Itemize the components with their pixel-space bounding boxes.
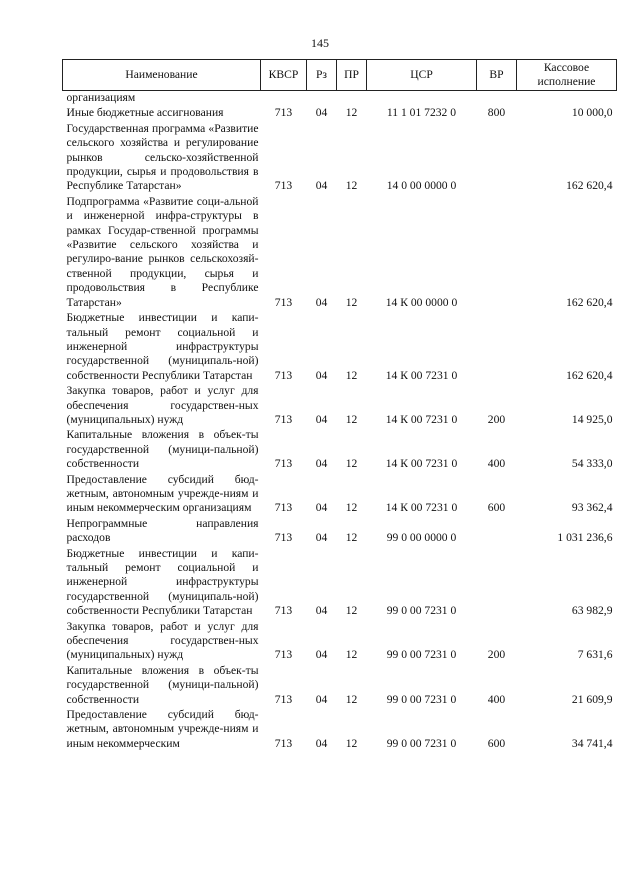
budget-table [62,59,617,752]
cell-name: Бюджетные инвестиции и капи-тальный ремонт социальной и инженерной инфраструктуры государственной (муниципаль-ной) собственности Республики Татарстан [66,546,259,618]
cell-name: Государственная программа «Развитие сельского хозяйства и регулирование рынков сельско-хозяйственной продукции, сырья и продовольствия в Республике Татарстан» [66,121,259,193]
cell-pr: 12 [345,531,358,545]
header-vr: ВР [477,60,517,91]
table-row [63,195,617,311]
cell-rz [307,91,337,107]
header-kvsr: КВСР [261,60,307,91]
cell-pr: 12 [345,457,358,471]
cell-kvsr: 713 [274,106,293,120]
cell-rz: 04 [315,736,328,750]
cell-amount: 63 982,9 [571,604,613,618]
cell-kvsr: 713 [274,692,293,706]
cell-rz: 04 [315,368,328,382]
table-row [63,517,617,547]
cell-amount: 10 000,0 [571,106,613,120]
cell-rz: 04 [315,179,328,193]
cell-amount: 1 031 236,6 [557,531,613,545]
cell-amount: 21 609,9 [571,692,613,706]
table-row [63,547,617,620]
cell-vr [477,311,517,384]
table-row [63,473,617,517]
cell-kvsr: 713 [274,501,293,515]
cell-name: организациям [66,91,136,104]
table-row [63,106,617,121]
header-amount: Кассовое исполнение [517,60,617,91]
cell-rz: 04 [315,648,328,662]
cell-pr: 12 [345,106,358,120]
table-row [63,122,617,195]
cell-csr: 99 0 00 0000 0 [386,531,457,545]
cell-csr [367,91,477,107]
cell-kvsr: 713 [274,531,293,545]
cell-amount: 34 741,4 [571,736,613,750]
cell-amount: 162 620,4 [566,368,613,382]
table-row [63,384,617,428]
cell-kvsr: 713 [274,604,293,618]
cell-name: Закупка товаров, работ и услуг для обеспечения государствен-ных (муниципальных) нужд [66,619,259,662]
cell-amount: 93 362,4 [571,501,613,515]
cell-csr: 99 0 00 7231 0 [386,648,457,662]
cell-csr: 14 К 00 7231 0 [385,412,458,426]
cell-vr [477,517,517,547]
cell-kvsr: 713 [274,412,293,426]
cell-pr: 12 [345,368,358,382]
table-row [63,664,617,708]
table-row [63,311,617,384]
header-csr: ЦСР [367,60,477,91]
cell-csr: 14 К 00 0000 0 [385,295,458,309]
cell-vr: 600 [487,736,506,750]
cell-csr: 14 0 00 0000 0 [386,179,457,193]
cell-rz: 04 [315,295,328,309]
cell-amount: 7 631,6 [577,648,613,662]
cell-pr: 12 [345,604,358,618]
cell-vr [477,91,517,107]
cell-pr: 12 [345,648,358,662]
cell-kvsr [261,91,307,107]
cell-pr [337,91,367,107]
cell-csr: 14 К 00 7231 0 [385,368,458,382]
cell-rz: 04 [315,604,328,618]
cell-pr: 12 [345,179,358,193]
table-row [63,708,617,752]
cell-csr: 99 0 00 7231 0 [386,692,457,706]
cell-vr: 400 [487,457,506,471]
header-rz: Рз [307,60,337,91]
page-number: 145 [311,36,329,50]
cell-rz: 04 [315,692,328,706]
cell-vr: 400 [487,692,506,706]
cell-pr: 12 [345,501,358,515]
header-pr: ПР [337,60,367,91]
header-name: Наименование [63,60,261,91]
cell-name: Подпрограмма «Развитие соци-альной и инженерной инфра-структуры в рамках Государ-ственной программы «Развитие сельского хозяйства и регулиро-вание рынков сельскохозяй-ственной продукции, сырья и продовольствия в Республике Татарстан» [66,194,259,309]
cell-kvsr: 713 [274,648,293,662]
cell-csr: 11 1 01 7232 0 [386,106,457,120]
cell-rz: 04 [315,457,328,471]
cell-name: Капитальные вложения в объек-ты государственной (муници-пальной) собственности [66,663,259,706]
cell-vr: 200 [487,412,506,426]
cell-name: Бюджетные инвестиции и капи-тальный ремонт социальной и инженерной инфраструктуры государственной (муниципаль-ной) собственности Республики Татарстан [66,311,259,382]
cell-name: Непрограммные направления расходов [66,516,259,545]
cell-vr [477,195,517,311]
cell-vr: 600 [487,501,506,515]
cell-pr: 12 [345,692,358,706]
table-body [63,91,617,753]
cell-name: Закупка товаров, работ и услуг для обеспечения государствен-ных (муниципальных) нужд [66,384,259,426]
cell-name: Иные бюджетные ассигнования [66,106,224,120]
cell-rz: 04 [315,106,328,120]
cell-rz: 04 [315,412,328,426]
cell-amount: 14 925,0 [571,412,613,426]
cell-kvsr: 713 [274,179,293,193]
cell-pr: 12 [345,295,358,309]
cell-vr [477,547,517,620]
cell-name: Предоставление субсидий бюд-жетным, автономным учрежде-ниям и иным некоммерческим [66,708,259,750]
cell-vr: 800 [487,106,506,120]
cell-vr: 200 [487,648,506,662]
cell-rz: 04 [315,501,328,515]
cell-rz: 04 [315,531,328,545]
cell-kvsr: 713 [274,295,293,309]
cell-amount [517,91,617,107]
cell-name: Предоставление субсидий бюд-жетным, автономным учрежде-ниям и иным некоммерческим организациям [66,472,259,515]
cell-kvsr: 713 [274,736,293,750]
cell-csr: 99 0 00 7231 0 [386,736,457,750]
table-row [63,91,617,107]
cell-pr: 12 [345,736,358,750]
cell-amount: 54 333,0 [571,457,613,471]
cell-name: Капитальные вложения в объек-ты государственной (муници-пальной) собственности [66,428,259,471]
table-row [63,620,617,664]
table-row [63,428,617,472]
cell-amount: 162 620,4 [566,179,613,193]
table-header [63,60,617,91]
cell-amount: 162 620,4 [566,295,613,309]
cell-kvsr: 713 [274,368,293,382]
cell-pr: 12 [345,412,358,426]
cell-csr: 14 К 00 7231 0 [385,457,458,471]
cell-csr: 14 К 00 7231 0 [385,501,458,515]
cell-kvsr: 713 [274,457,293,471]
cell-vr [477,122,517,195]
cell-csr: 99 0 00 7231 0 [386,604,457,618]
